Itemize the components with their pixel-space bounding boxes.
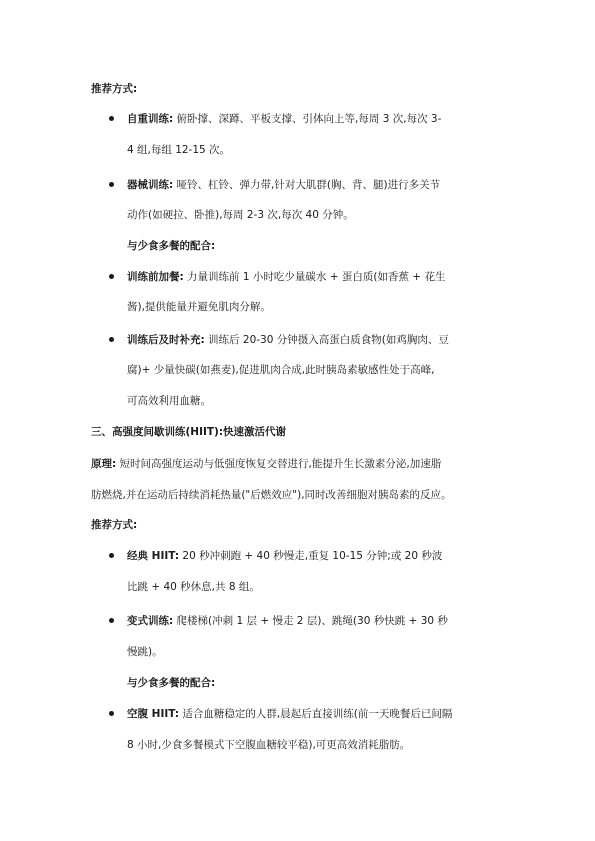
list-item: [127, 707, 452, 721]
item-label: 自重训练:: [127, 113, 174, 125]
bullet-icon: [109, 274, 114, 279]
bullet-icon: [109, 182, 114, 187]
bullet-icon: [109, 553, 114, 558]
method-heading: 推荐方式:: [91, 83, 138, 95]
item-label: 空腹 HIIT:: [127, 708, 180, 720]
list-item: [127, 178, 440, 192]
list-item: [127, 270, 445, 284]
combo-heading: 与少食多餐的配合:: [127, 240, 216, 252]
list-item: [127, 614, 448, 628]
item-text: 哑铃、杠铃、弹力带,针对大肌群(胸、背、腿)进行多关节: [176, 179, 441, 191]
item-text-continued: 比跳 + 40 秒休息,共 8 组。: [127, 581, 260, 593]
principle-paragraph: [91, 457, 441, 471]
combo-heading: 与少食多餐的配合:: [127, 677, 216, 689]
principle-text-continued: 肪燃烧,并在运动后持续消耗热量("后燃效应"),同时改善细胞对胰岛素的反应。: [91, 489, 452, 501]
item-text: 训练后 20-30 分钟摄入高蛋白质食物(如鸡胸肉、豆: [208, 334, 449, 346]
item-text: 20 秒冲刺跑 + 40 秒慢走,重复 10-15 分钟;或 20 秒波: [182, 550, 443, 562]
bullet-icon: [109, 711, 114, 716]
section-title: 三、高强度间歇训练(HIIT):快速激活代谢: [91, 426, 287, 438]
item-text: 适合血糖稳定的人群,晨起后直接训练(前一天晚餐后已间隔: [182, 708, 453, 720]
item-label: 经典 HIIT:: [127, 550, 180, 562]
item-text: 力量训练前 1 小时吃少量碳水 + 蛋白质(如香蕉 + 花生: [187, 271, 446, 283]
item-text-continued: 可高效利用血糖。: [127, 395, 211, 407]
list-item: [127, 112, 441, 126]
principle-text: 短时间高强度运动与低强度恢复交替进行,能提升生长激素分泌,加速脂: [119, 458, 442, 470]
list-item: [127, 549, 442, 563]
method-heading: 推荐方式:: [91, 519, 138, 531]
item-text-continued: 8 小时,少食多餐模式下空腹血糖较平稳),可更高效消耗脂肪。: [127, 739, 411, 751]
item-text: 俯卧撑、深蹲、平板支撑、引体向上等,每周 3 次,每次 3-: [176, 113, 442, 125]
item-text-continued: 4 组,每组 12-15 次。: [127, 144, 231, 156]
item-text-continued: 慢跳)。: [127, 646, 163, 658]
item-label: 变式训练:: [127, 615, 174, 627]
bullet-icon: [109, 337, 114, 342]
list-item: [127, 333, 449, 347]
principle-label: 原理:: [91, 458, 117, 470]
item-text: 爬楼梯(冲刺 1 层 + 慢走 2 层)、跳绳(30 秒快跳 + 30 秒: [176, 615, 448, 627]
item-text-continued: 动作(如硬拉、卧推),每周 2-3 次,每次 40 分钟。: [127, 209, 354, 221]
item-text-continued: 酱),提供能量并避免肌肉分解。: [127, 301, 271, 313]
bullet-icon: [109, 618, 114, 623]
item-label: 训练后及时补充:: [127, 334, 205, 346]
item-label: 训练前加餐:: [127, 271, 184, 283]
bullet-icon: [109, 116, 114, 121]
item-label: 器械训练:: [127, 179, 174, 191]
item-text-continued: 腐)+ 少量快碳(如燕麦),促进肌肉合成,此时胰岛素敏感性处于高峰,: [127, 364, 435, 376]
